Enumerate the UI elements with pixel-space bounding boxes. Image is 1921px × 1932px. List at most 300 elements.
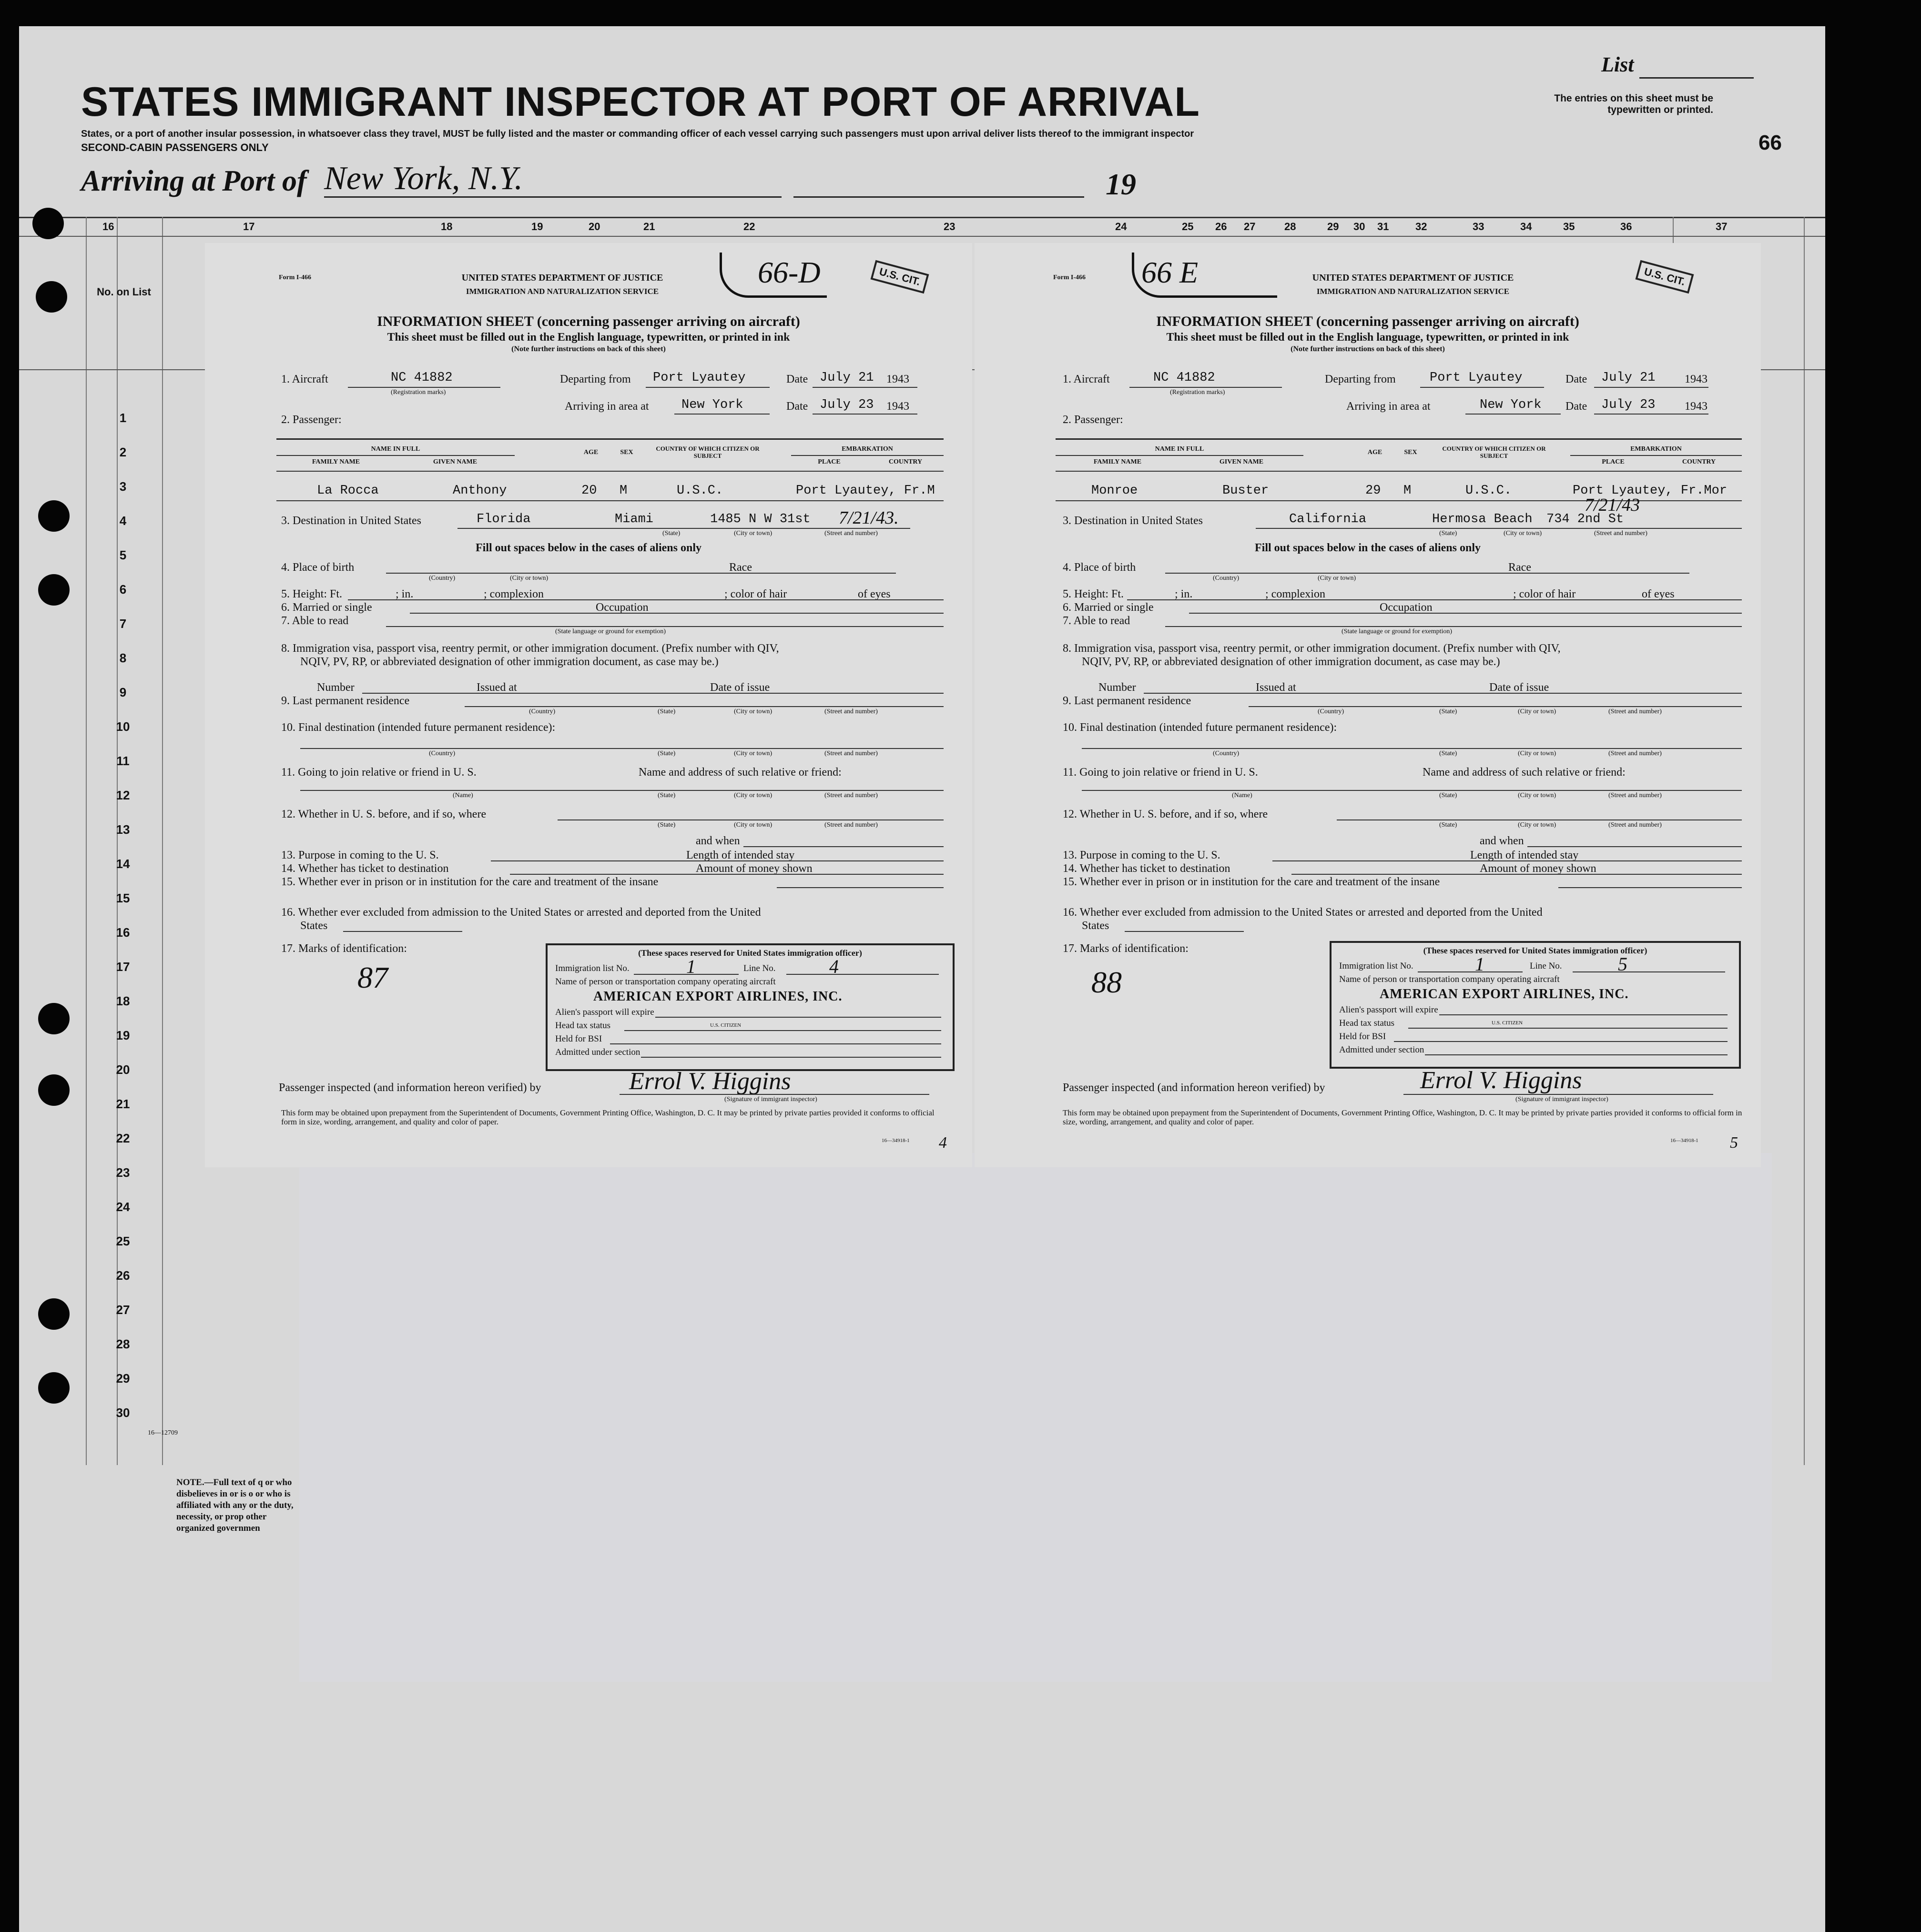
inspected-label: Passenger inspected (and information hereon verified) by	[279, 1082, 541, 1094]
punch-hole	[38, 1003, 70, 1034]
q12-city-caption: (City or town)	[1518, 821, 1556, 829]
line-no-label: Line No.	[1530, 961, 1562, 971]
q4-country-caption: (Country)	[429, 575, 456, 582]
column-number: 24	[1115, 221, 1127, 233]
departure-date: July 21	[820, 371, 874, 385]
departing-label: Departing from	[1325, 373, 1396, 385]
q8-document-b: NQIV, PV, RP, or abbreviated designation of other immigration document, as case may be.)	[1082, 656, 1500, 668]
q9-city-caption: (City or town)	[734, 708, 772, 715]
held-bsi-line	[1394, 1041, 1728, 1042]
held-bsi-label: Held for BSI	[1339, 1032, 1386, 1042]
departure-year: 1943	[1685, 373, 1708, 385]
passport-expire-label: Alien's passport will expire	[1339, 1005, 1438, 1015]
punch-hole	[32, 208, 64, 239]
corner-mark: 4	[939, 1134, 947, 1152]
q5-in: ; in.	[1175, 588, 1193, 600]
table-header-rule	[1056, 471, 1742, 472]
row-number: 16	[116, 925, 130, 940]
name-header-rule	[276, 455, 515, 456]
q16-line	[343, 931, 462, 932]
destination-city: Miami	[615, 512, 654, 526]
sheet-instruction-note: (Note further instructions on back of this sheet)	[1291, 345, 1445, 353]
punch-hole	[38, 500, 70, 532]
q6-line	[1189, 613, 1742, 614]
q5-hair: ; color of hair	[724, 588, 787, 600]
info-sheet-right	[975, 243, 1761, 1167]
q9-line	[1249, 706, 1742, 707]
passport-expire-line	[655, 1017, 941, 1018]
q5-line	[348, 599, 944, 600]
q8-line	[362, 693, 944, 694]
given-name-header: GIVEN NAME	[1219, 458, 1264, 465]
corner-mark: 5	[1730, 1134, 1738, 1152]
q12-in-us-before: 12. Whether in U. S. before, and if so, where	[1063, 808, 1268, 820]
column-number: 36	[1620, 221, 1632, 233]
head-tax-label: Head tax status	[555, 1021, 611, 1031]
citizen-stamp: U.S. CIT.	[1636, 260, 1694, 294]
embarkation-place: Port Lyautey, Fr.M	[796, 484, 935, 498]
table-top-rule	[276, 438, 944, 440]
table-bottom-rule	[276, 500, 944, 501]
q17-marks: 17. Marks of identification:	[281, 942, 407, 955]
department-heading: UNITED STATES DEPARTMENT OF JUSTICE	[461, 273, 663, 283]
row-number: 5	[119, 548, 127, 562]
line-no: 4	[829, 956, 839, 977]
q9-street-caption: (Street and number)	[1608, 708, 1662, 715]
registration-caption: (Registration marks)	[1170, 389, 1225, 396]
q4-line	[1165, 573, 1689, 574]
country-col-header: COUNTRY	[888, 458, 923, 465]
q10-state-caption: (State)	[1439, 750, 1457, 757]
arrival-date-line	[1594, 414, 1708, 415]
sex-header: SEX	[620, 449, 633, 456]
country-col-header: COUNTRY	[1682, 458, 1716, 465]
column-number: 37	[1716, 221, 1728, 233]
departing-label: Departing from	[560, 373, 631, 385]
q13-length-of-stay: Length of intended stay	[686, 849, 795, 861]
city-caption: (City or town)	[734, 530, 772, 537]
destination-line	[457, 528, 910, 529]
q14-line	[1291, 874, 1742, 875]
signature-line	[1403, 1094, 1713, 1095]
q6-line	[410, 613, 944, 614]
aircraft-line	[348, 387, 500, 388]
aircraft-value: NC 41882	[1153, 371, 1215, 385]
destination-label: 3. Destination in United States	[281, 515, 421, 527]
column-number: 32	[1415, 221, 1427, 233]
q9-last-residence: 9. Last permanent residence	[1063, 695, 1191, 707]
form-number: Form I-466	[279, 274, 312, 281]
q6-married: 6. Married or single	[1063, 601, 1154, 614]
departure-date-line	[813, 387, 917, 388]
q11-name-caption: (Name)	[453, 792, 473, 799]
q5-complexion: ; complexion	[484, 588, 544, 600]
q12-when-line	[743, 846, 944, 847]
q10-line	[1082, 748, 1742, 749]
row-number: 7	[119, 617, 127, 631]
admitted-line	[1425, 1054, 1728, 1055]
q15-prison: 15. Whether ever in prison or in institution for the care and treatment of the insane	[1063, 876, 1440, 888]
q12-city-caption: (City or town)	[734, 821, 772, 829]
departure-date-line	[1594, 387, 1708, 388]
head-tax-value: U.S. CITIZEN	[710, 1022, 742, 1028]
given-name-header: GIVEN NAME	[433, 458, 478, 465]
embarkation-place: Port Lyautey, Fr.Mor	[1573, 484, 1728, 498]
destination-date-handwritten: 7/21/43.	[839, 508, 899, 528]
sex: M	[1403, 484, 1412, 498]
row-number: 29	[116, 1371, 130, 1386]
q9-state-caption: (State)	[658, 708, 676, 715]
immigration-list-label: Immigration list No.	[555, 963, 630, 973]
q4-country-caption: (Country)	[1213, 575, 1240, 582]
operator: AMERICAN EXPORT AIRLINES, INC.	[593, 989, 843, 1004]
age: 29	[1365, 484, 1381, 498]
aliens-only-heading: Fill out spaces below in the cases of aliens only	[1254, 542, 1481, 554]
column-rule	[162, 217, 163, 1465]
departing-value: Port Lyautey	[653, 371, 746, 385]
info-sheet-left	[205, 243, 972, 1167]
list-number-line	[1639, 77, 1754, 79]
column-rule	[86, 217, 87, 1465]
column-number: 26	[1215, 221, 1227, 233]
row-number: 2	[119, 445, 127, 459]
q12-line	[1337, 819, 1742, 820]
name-in-full-header: NAME IN FULL	[371, 445, 420, 453]
row-number: 26	[116, 1268, 130, 1283]
q9-country-caption: (Country)	[1318, 708, 1344, 715]
manifest-subtitle: States, or a port of another insular possession, in whatsoever class they travel, MUST be fully listed and the master or commanding officer of each vessel carrying such passengers must upon arrival deliver lists thereof to the immigrant inspector	[81, 129, 1194, 139]
arriving-in-area-label: Arriving in area at	[1346, 400, 1431, 413]
q11-name-address: Name and address of such relative or friend:	[639, 766, 842, 779]
form-footer: This form may be obtained upon prepayment from the Superintendent of Documents, Government Printing Office, Washington, D. C. It may be printed by private parties provided it conforms to official form in size, wording, arrangement, and quality and color of paper.	[281, 1108, 935, 1126]
name-in-full-header: NAME IN FULL	[1155, 445, 1204, 453]
row-number: 3	[119, 479, 127, 494]
q14-money: Amount of money shown	[696, 862, 813, 875]
row-number: 17	[116, 960, 130, 974]
admitted-label: Admitted under section	[1339, 1045, 1424, 1055]
row-number: 14	[116, 857, 130, 871]
list-label: List	[1601, 53, 1634, 76]
passenger-label: 2. Passenger:	[281, 414, 342, 426]
q11-state-caption: (State)	[1439, 792, 1457, 799]
departing-value: Port Lyautey	[1430, 371, 1523, 385]
row-number: 6	[119, 582, 127, 597]
table-top-rule	[1056, 438, 1742, 440]
column-number: 33	[1473, 221, 1484, 233]
destination-label: 3. Destination in United States	[1063, 515, 1203, 527]
column-number: 30	[1353, 221, 1365, 233]
immigration-list-no: 1	[686, 956, 696, 977]
inspected-label: Passenger inspected (and information hereon verified) by	[1063, 1082, 1325, 1094]
immigration-list-line	[1418, 971, 1523, 972]
q9-state-caption: (State)	[1439, 708, 1457, 715]
embarkation-header: EMBARKATION	[1630, 445, 1682, 453]
sex: M	[620, 484, 628, 498]
manifest-form-code: 16—12709	[148, 1429, 178, 1436]
q16-line	[1125, 931, 1244, 932]
column-number: 18	[441, 221, 453, 233]
q12-state-caption: (State)	[1439, 821, 1457, 829]
given-name: Anthony	[453, 484, 507, 498]
q11-name-caption: (Name)	[1232, 792, 1252, 799]
departing-line	[1420, 387, 1544, 388]
q5-eyes: of eyes	[858, 588, 891, 600]
row-number: 13	[116, 822, 130, 837]
row-number: 18	[116, 994, 130, 1008]
form-number: Form I-466	[1053, 274, 1086, 281]
column-number: 28	[1284, 221, 1296, 233]
table-header-rule	[276, 471, 944, 472]
q17-marks: 17. Marks of identification:	[1063, 942, 1189, 955]
arriving-label: Arriving at Port of	[81, 165, 307, 197]
arriving-line	[674, 414, 770, 415]
department-heading: UNITED STATES DEPARTMENT OF JUSTICE	[1312, 273, 1514, 283]
family-name: Monroe	[1091, 484, 1138, 498]
departure-date-label: Date	[786, 373, 808, 385]
q14-ticket: 14. Whether has ticket to destination	[1063, 862, 1230, 875]
row-number: 25	[116, 1234, 130, 1248]
arrival-year: 1943	[886, 400, 909, 413]
arrival-date: July 23	[820, 398, 874, 412]
row-number: 23	[116, 1165, 130, 1180]
q11-street-caption: (Street and number)	[824, 792, 878, 799]
signature-caption: (Signature of immigrant inspector)	[1515, 1096, 1608, 1103]
arrival-date-line	[813, 414, 917, 415]
given-name: Buster	[1222, 484, 1269, 498]
q12-when-line	[1527, 846, 1742, 847]
column-number: 29	[1327, 221, 1339, 233]
q15-line	[1558, 887, 1742, 888]
q10-country-caption: (Country)	[1213, 750, 1240, 757]
row-number: 30	[116, 1406, 130, 1420]
inspector-signature: Errol V. Higgins	[629, 1068, 791, 1095]
row-number: 22	[116, 1131, 130, 1145]
q8-document-b: NQIV, PV, RP, or abbreviated designation of other immigration document, as case may be.)	[300, 656, 719, 668]
q7-caption: (State language or ground for exemption)	[1342, 628, 1453, 635]
head-tax-line	[1408, 1028, 1728, 1029]
arriving-port-handwritten: New York, N.Y.	[324, 160, 523, 197]
head-tax-line	[624, 1030, 941, 1031]
q9-city-caption: (City or town)	[1518, 708, 1556, 715]
q6-married: 6. Married or single	[281, 601, 372, 614]
departing-line	[646, 387, 770, 388]
country-header: COUNTRY OF WHICH CITIZEN OR SUBJECT	[1442, 445, 1546, 459]
handwritten-bracket	[720, 253, 827, 298]
service-heading: IMMIGRATION AND NATURALIZATION SERVICE	[1316, 287, 1510, 296]
q5-height: 5. Height: Ft.	[1063, 588, 1124, 600]
family-name-header: FAMILY NAME	[312, 458, 360, 465]
q8-line	[1144, 693, 1742, 694]
row-number: 27	[116, 1303, 130, 1317]
row-number: 21	[116, 1097, 130, 1111]
column-number: 20	[589, 221, 600, 233]
operator-label: Name of person or transportation company operating aircraft	[1339, 974, 1560, 984]
q15-line	[777, 887, 944, 888]
q10-final-destination: 10. Final destination (intended future permanent residence):	[1063, 721, 1337, 734]
street-caption: (Street and number)	[1594, 530, 1647, 537]
sheet-instruction: This sheet must be filled out in the English language, typewritten, or printed in ink	[1166, 331, 1569, 344]
aircraft-value: NC 41882	[391, 371, 453, 385]
manifest-class-note: SECOND-CABIN PASSENGERS ONLY	[81, 142, 269, 153]
q8-number: Number	[1098, 681, 1136, 694]
q11-name-address: Name and address of such relative or friend:	[1423, 766, 1626, 779]
destination-state: Florida	[477, 512, 531, 526]
signature-line	[620, 1094, 929, 1095]
q5-in: ; in.	[396, 588, 414, 600]
column-number: 35	[1563, 221, 1575, 233]
q16-states: States	[1082, 920, 1109, 932]
year-prefix: 19	[1106, 167, 1136, 201]
inspector-signature: Errol V. Higgins	[1420, 1067, 1582, 1094]
handwritten-code: 66-D	[758, 255, 821, 289]
q5-complexion: ; complexion	[1265, 588, 1325, 600]
q16-states: States	[300, 920, 328, 932]
destination-date-handwritten: 7/21/43	[1585, 495, 1640, 515]
column-number: 25	[1182, 221, 1194, 233]
punch-hole	[38, 574, 70, 606]
arrival-year: 1943	[1685, 400, 1708, 413]
state-caption: (State)	[1439, 530, 1457, 537]
q4-city-caption: (City or town)	[510, 575, 549, 582]
q13-length-of-stay: Length of intended stay	[1470, 849, 1579, 861]
q6-occupation: Occupation	[596, 601, 649, 614]
age-header: AGE	[583, 449, 599, 456]
q4-place-of-birth: 4. Place of birth	[281, 561, 355, 574]
citizen-stamp: U.S. CIT.	[871, 260, 929, 294]
column-number: 31	[1377, 221, 1389, 233]
column-number: 23	[944, 221, 955, 233]
q11-street-caption: (Street and number)	[1608, 792, 1662, 799]
q9-line	[465, 706, 944, 707]
header-rule	[19, 236, 1825, 237]
row-number: 11	[116, 754, 130, 768]
q14-line	[510, 874, 944, 875]
column-number: 34	[1520, 221, 1532, 233]
q10-city-caption: (City or town)	[1518, 750, 1556, 757]
row-number: 12	[116, 788, 130, 802]
row-number: 8	[119, 651, 127, 665]
official-use-title: (These spaces reserved for United States immigration officer)	[638, 948, 862, 958]
q8-issued-at: Issued at	[1256, 681, 1296, 694]
line-no-line	[1573, 971, 1725, 972]
operator: AMERICAN EXPORT AIRLINES, INC.	[1380, 987, 1629, 1001]
registration-caption: (Registration marks)	[391, 389, 446, 396]
column-number: 16	[102, 221, 114, 233]
q11-city-caption: (City or town)	[1518, 792, 1556, 799]
no-on-list-header: No. on List	[97, 286, 151, 298]
arriving-date-line	[793, 196, 1084, 198]
q16-excluded: 16. Whether ever excluded from admission to the United States or arrested and deported from the United	[281, 906, 761, 919]
held-bsi-label: Held for BSI	[555, 1034, 602, 1044]
embarkation-header-rule	[791, 455, 944, 456]
aircraft-line	[1129, 387, 1282, 388]
name-header-rule	[1056, 455, 1303, 456]
q7-line	[1165, 626, 1742, 627]
q12-when: and when	[696, 835, 740, 847]
column-number: 22	[743, 221, 755, 233]
q11-city-caption: (City or town)	[734, 792, 772, 799]
q7-caption: (State language or ground for exemption)	[555, 628, 666, 635]
city-caption: (City or town)	[1504, 530, 1542, 537]
departure-year: 1943	[886, 373, 909, 385]
passport-expire-line	[1439, 1014, 1728, 1015]
q4-place-of-birth: 4. Place of birth	[1063, 561, 1136, 574]
arriving-in-area-label: Arriving in area at	[565, 400, 649, 413]
admitted-label: Admitted under section	[555, 1047, 640, 1057]
q12-when: and when	[1480, 835, 1524, 847]
sheet-number: 66	[1758, 131, 1782, 154]
manifest-title: STATES IMMIGRANT INSPECTOR AT PORT OF ARRIVAL	[81, 79, 1200, 125]
admitted-line	[641, 1057, 941, 1058]
row-number: 10	[116, 719, 130, 734]
q4-line	[386, 573, 896, 574]
age: 20	[581, 484, 597, 498]
destination-line	[1256, 528, 1742, 529]
sheet-instruction: This sheet must be filled out in the English language, typewritten, or printed in ink	[387, 331, 790, 344]
q5-height: 5. Height: Ft.	[281, 588, 343, 600]
q10-state-caption: (State)	[658, 750, 676, 757]
q11-line	[1082, 790, 1742, 791]
held-bsi-line	[610, 1043, 941, 1044]
punch-hole	[36, 281, 67, 313]
form-footer-code: 16—34918-1	[882, 1138, 910, 1143]
q10-final-destination: 10. Final destination (intended future permanent residence):	[281, 721, 556, 734]
line-no-label: Line No.	[743, 963, 776, 973]
marks-handwritten: 88	[1091, 965, 1122, 999]
q11-join-relative: 11. Going to join relative or friend in U. S.	[1063, 766, 1258, 779]
place-header: PLACE	[1602, 458, 1625, 465]
age-header: AGE	[1367, 449, 1382, 456]
line-no-line	[786, 974, 939, 975]
aircraft-label: 1. Aircraft	[281, 373, 328, 385]
q4-race-label: Race	[729, 561, 752, 574]
q9-country-caption: (Country)	[529, 708, 556, 715]
marks-handwritten: 87	[357, 961, 388, 994]
sheet-title: INFORMATION SHEET (concerning passenger arriving on aircraft)	[1156, 314, 1579, 329]
row-number: 9	[119, 685, 127, 699]
immigration-list-line	[634, 974, 739, 975]
column-rule	[1804, 217, 1805, 1465]
row-number: 1	[119, 411, 127, 425]
row-number: 24	[116, 1200, 130, 1214]
country-header: COUNTRY OF WHICH CITIZEN OR SUBJECT	[656, 445, 760, 459]
column-number: 27	[1244, 221, 1256, 233]
passport-expire-label: Alien's passport will expire	[555, 1007, 654, 1017]
sheet-instruction-note: (Note further instructions on back of this sheet)	[511, 345, 666, 353]
destination-city: Hermosa Beach	[1432, 512, 1533, 526]
q7-line	[386, 626, 944, 627]
handwritten-code: 66 E	[1141, 255, 1199, 289]
arriving-line	[1465, 414, 1561, 415]
destination-street: 1485 N W 31st	[710, 512, 811, 526]
q13-line	[1272, 860, 1742, 861]
embarkation-header-rule	[1570, 455, 1742, 456]
arriving-port-line	[324, 196, 782, 198]
aliens-only-heading: Fill out spaces below in the cases of aliens only	[475, 542, 701, 554]
row-number: 20	[116, 1062, 130, 1077]
q12-line	[558, 819, 944, 820]
column-number: 19	[531, 221, 543, 233]
form-footer: This form may be obtained upon prepayment from the Superintendent of Documents, Government Printing Office, Washington, D. C. It may be printed by private parties provided it conforms to official form in size, wording, arrangement, and quality and color of paper.	[1063, 1108, 1742, 1126]
q11-state-caption: (State)	[658, 792, 676, 799]
q12-state-caption: (State)	[658, 821, 676, 829]
signature-caption: (Signature of immigrant inspector)	[724, 1096, 817, 1103]
departure-date-label: Date	[1565, 373, 1587, 385]
q5-line	[1127, 599, 1742, 600]
q10-line	[300, 748, 944, 749]
head-tax-label: Head tax status	[1339, 1018, 1395, 1028]
service-heading: IMMIGRATION AND NATURALIZATION SERVICE	[466, 287, 659, 296]
